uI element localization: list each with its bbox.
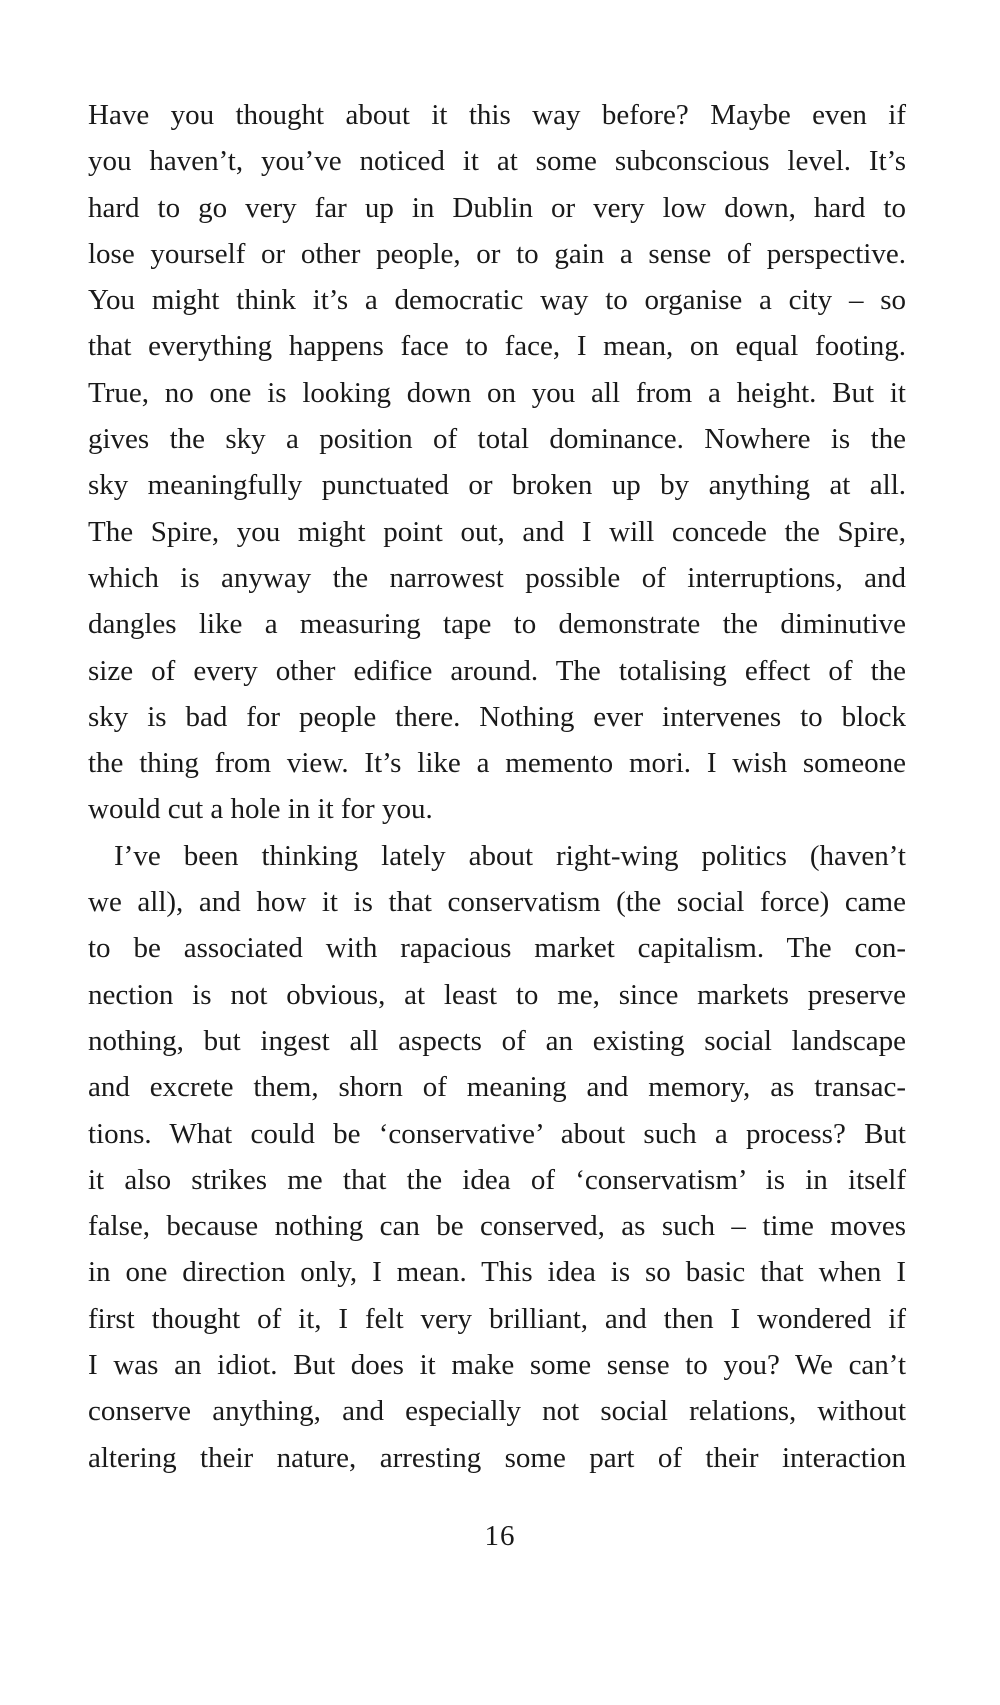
text-line: sky is bad for people there. Nothing ever intervenes to block [88,700,906,733]
text-line: which is anyway the narrowest possible of interruptions, and [88,561,906,594]
text-line: false, because nothing can be conserved, as such – time moves [88,1210,906,1243]
text-line: we all), and how it is that conservatism (the social force) came [88,886,906,919]
text-line: that everything happens face to face, I mean, on equal footing. [88,330,906,363]
text-line: altering their nature, arresting some part of their interaction [88,1441,906,1474]
text-line: I’ve been thinking lately about right-wing politics (haven’t [114,839,906,872]
text-line: nothing, but ingest all aspects of an existing social landscape [88,1024,906,1057]
text-line: it also strikes me that the idea of ‘conservatism’ is in itself [88,1163,906,1196]
text-line: would cut a hole in it for you. [88,793,433,826]
text-line: conserve anything, and especially not social relations, without [88,1395,906,1428]
text-line: You might think it’s a democratic way to organise a city – so [88,284,906,317]
text-line: size of every other edifice around. The totalising effect of the [88,654,906,687]
text-line: gives the sky a position of total dominance. Nowhere is the [88,423,906,456]
text-line: dangles like a measuring tape to demonstrate the diminutive [88,608,906,641]
text-line: tions. What could be ‘conservative’ about such a process? But [88,1117,906,1150]
text-line: hard to go very far up in Dublin or very low down, hard to [88,191,906,224]
text-line: lose yourself or other people, or to gain a sense of perspective. [88,237,906,270]
text-line: I was an idiot. But does it make some sense to you? We can’t [88,1349,906,1382]
text-line: Have you thought about it this way before? Maybe even if [88,99,906,131]
body-text [88,92,906,1481]
text-line: to be associated with rapacious market capitalism. The con- [88,932,906,965]
page-number: 16 [484,1520,516,1552]
text-line: and excrete them, shorn of meaning and memory, as transac- [88,1071,906,1104]
text-line: the thing from view. It’s like a memento mori. I wish someone [88,747,906,780]
text-line: The Spire, you might point out, and I will concede the Spire, [88,515,906,548]
text-line: sky meaningfully punctuated or broken up by anything at all. [88,469,906,502]
text-line: nection is not obvious, at least to me, since markets preserve [88,978,906,1011]
text-line: True, no one is looking down on you all from a height. But it [88,376,906,409]
text-line: in one direction only, I mean. This idea is so basic that when I [88,1256,906,1289]
text-line: first thought of it, I felt very brilliant, and then I wondered if [88,1302,906,1335]
text-line: you haven’t, you’ve noticed it at some subconscious level. It’s [88,145,906,178]
